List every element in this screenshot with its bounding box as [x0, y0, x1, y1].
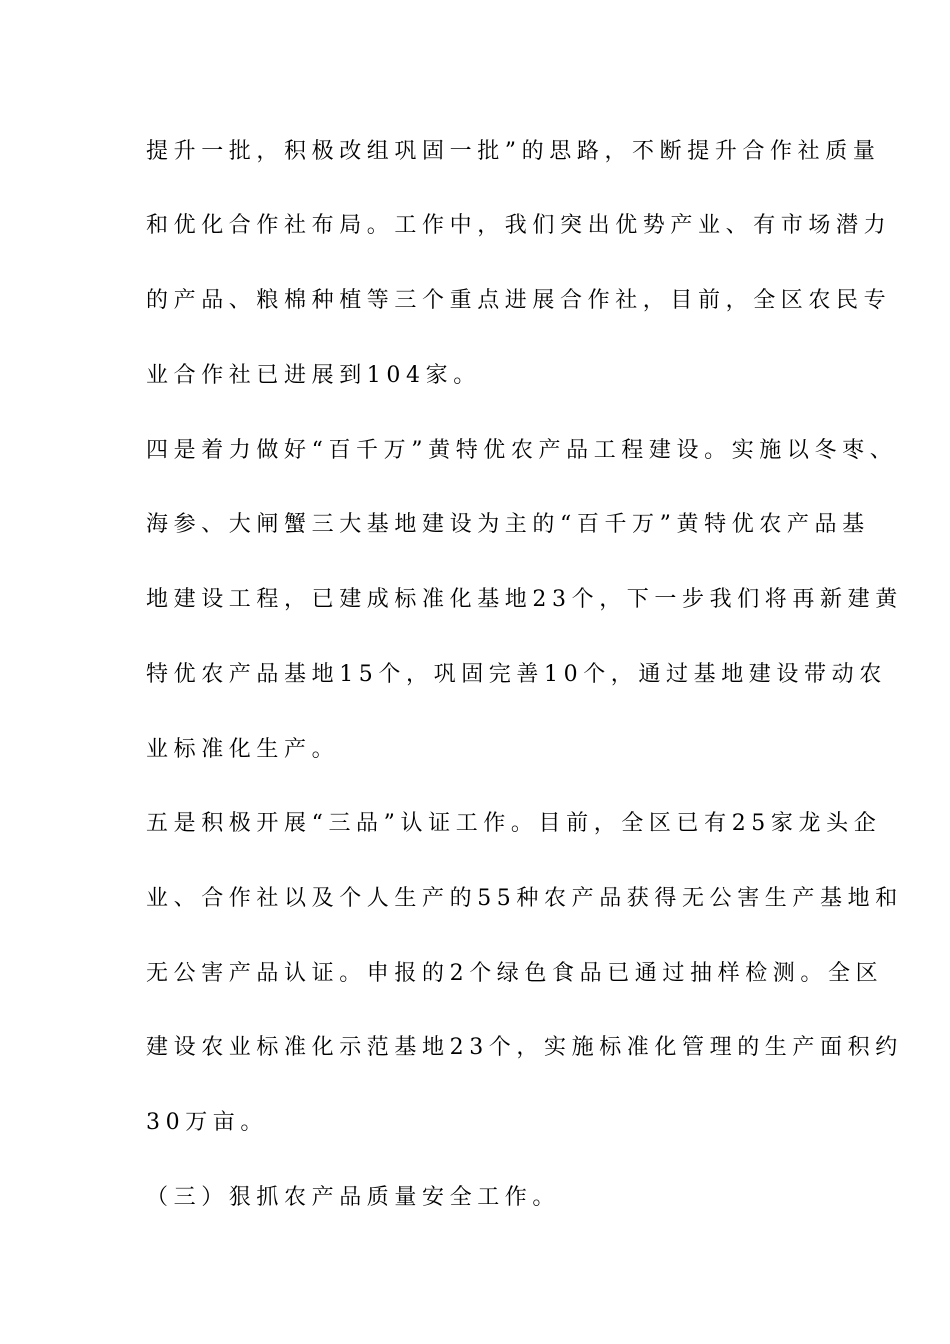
text-line-4: 业合作社已进展到104家。 — [146, 363, 481, 388]
text-line-13: 建设农业标准化示范基地23个，实施标准化管理的生产面积约 — [146, 1035, 903, 1060]
text-line-5: 四是着力做好“百千万”黄特优农产品工程建设。实施以冬枣、 — [146, 438, 898, 463]
text-line-8: 特优农产品基地15个，巩固完善10个，通过基地建设带动农 — [146, 662, 887, 687]
text-line-3: 的产品、粮棉种植等三个重点进展合作社，目前，全区农民专 — [146, 288, 892, 313]
text-line-6: 海参、大闸蟹三大基地建设为主的“百千万”黄特优农产品基 — [146, 512, 870, 537]
text-line-7: 地建设工程，已建成标准化基地23个，下一步我们将再新建黄 — [146, 587, 903, 612]
text-line-14: 30万亩。 — [146, 1110, 268, 1135]
section-heading: （三）狠抓农产品质量安全工作。 — [146, 1185, 561, 1210]
text-line-2: 和优化合作社布局。工作中，我们突出优势产业、有市场潜力 — [146, 213, 892, 238]
text-line-1: 提升一批，积极改组巩固一批”的思路，不断提升合作社质量 — [146, 139, 881, 164]
text-line-12: 无公害产品认证。申报的2个绿色食品已通过抽样检测。全区 — [146, 961, 884, 986]
text-line-9: 业标准化生产。 — [146, 737, 340, 762]
text-line-10: 五是积极开展“三品”认证工作。目前，全区已有25家龙头企 — [146, 811, 882, 836]
text-line-11: 业、合作社以及个人生产的55种农产品获得无公害生产基地和 — [146, 886, 903, 911]
